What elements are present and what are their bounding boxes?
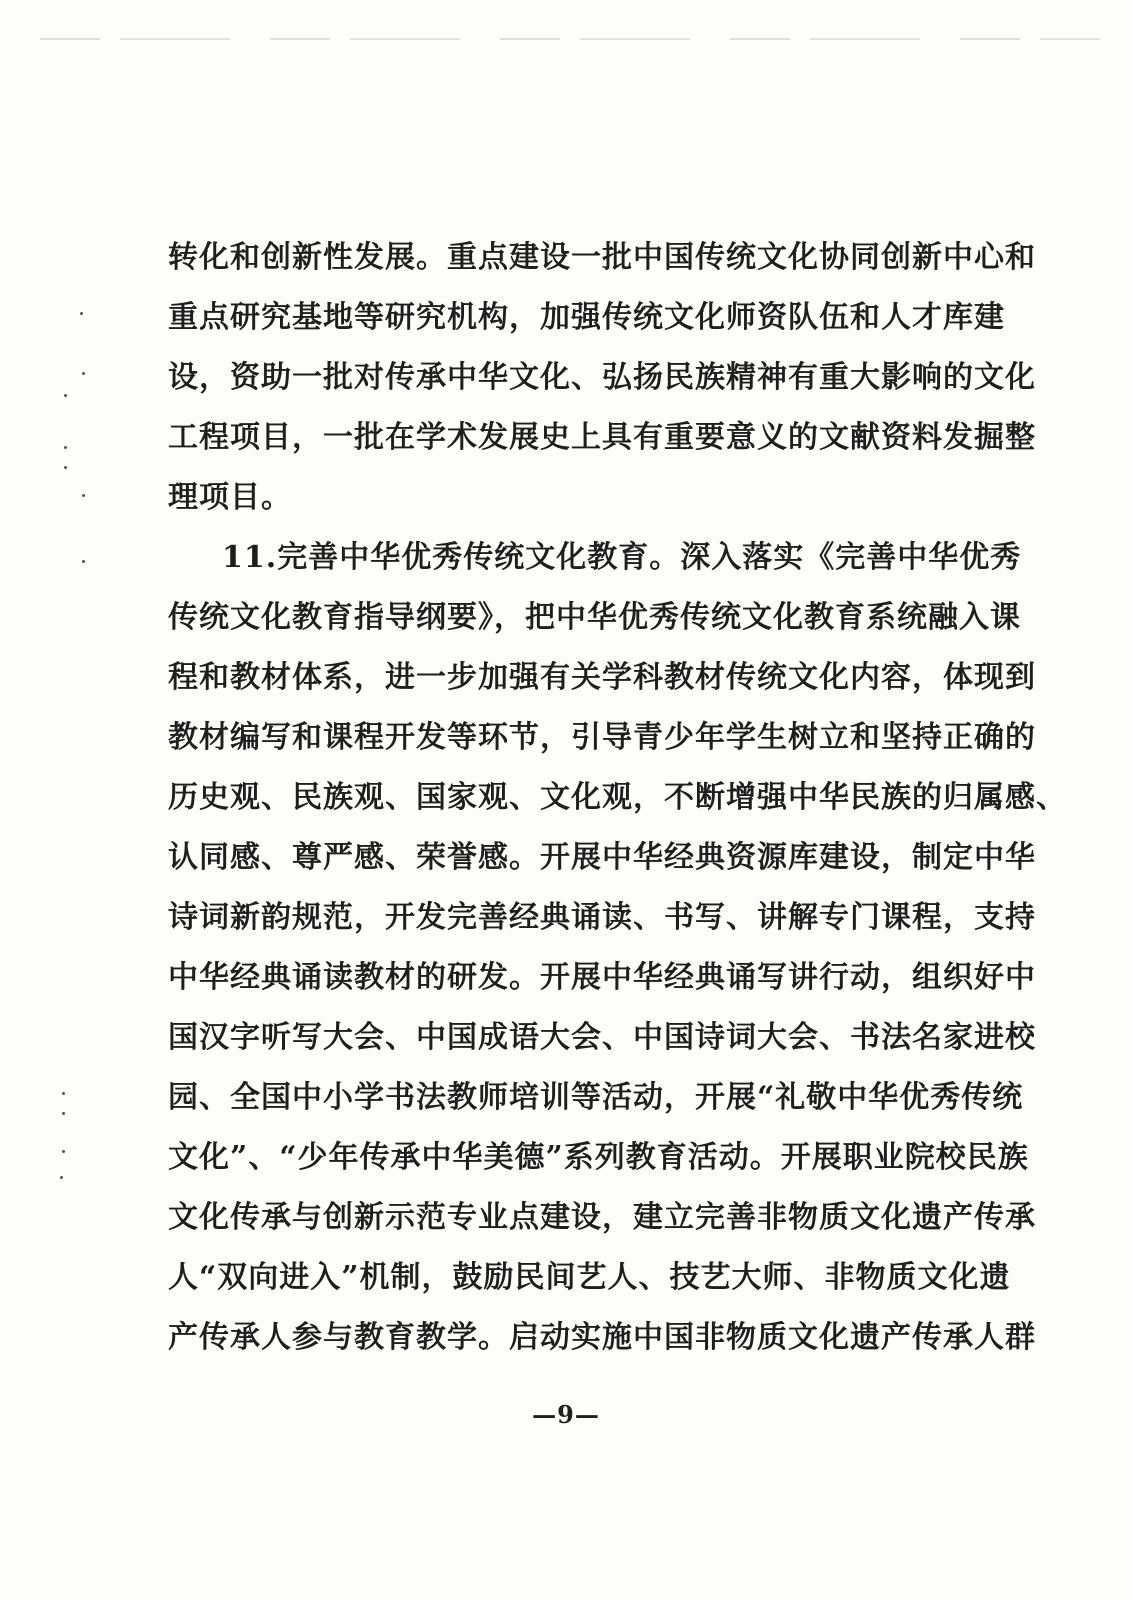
scan-speck — [82, 372, 85, 375]
text-line: 国汉字听写大会、中国成语大会、中国诗词大会、书法名家进校 — [168, 1020, 1036, 1055]
page-number: —9— — [532, 1400, 600, 1429]
text-line: 历史观、民族观、国家观、文化观，不断增强中华民族的归属感、 — [168, 780, 1067, 815]
scan-speck — [82, 560, 85, 563]
text-line: 文化”、“少年传承中华美德”系列教育活动。开展职业院校民族 — [168, 1140, 1029, 1175]
text-line: 诗词新韵规范，开发完善经典诵读、书写、讲解专门课程，支持 — [168, 900, 1036, 935]
scan-speck — [82, 494, 85, 497]
text-line: 教材编写和课程开发等环节，引导青少年学生树立和坚持正确的 — [168, 720, 1036, 755]
scan-speck — [64, 466, 67, 469]
scan-speck — [64, 394, 67, 397]
text-line: 程和教材体系，进一步加强有关学科教材传统文化内容，体现到 — [168, 660, 1036, 695]
text-line: 工程项目，一批在学术发展史上具有重要意义的文献资料发掘整 — [168, 420, 1036, 455]
text-line: 园、全国中小学书法教师培训等活动，开展“礼敬中华优秀传统 — [168, 1080, 1024, 1115]
text-line: 人“双向进入”机制，鼓励民间艺人、技艺大师、非物质文化遗 — [168, 1260, 1011, 1295]
scan-speck — [62, 1112, 65, 1115]
scan-speck — [62, 1092, 65, 1095]
text-line: 文化传承与创新示范专业点建设，建立完善非物质文化遗产传承 — [168, 1200, 1036, 1235]
text-line: 传统文化教育指导纲要》，把中华优秀传统文化教育系统融入课 — [168, 600, 1021, 635]
text-line: 理项目。 — [168, 480, 292, 515]
text-line: 产传承人参与教育教学。启动实施中国非物质文化遗产传承人群 — [168, 1320, 1036, 1355]
scan-speck — [62, 1150, 65, 1153]
text-line: 中华经典诵读教材的研发。开展中华经典诵写讲行动，组织好中 — [168, 960, 1036, 995]
scan-speck — [80, 312, 83, 315]
section-heading-line: 11.完善中华优秀传统文化教育。深入落实《完善中华优秀 — [222, 540, 1022, 575]
text-line: 转化和创新性发展。重点建设一批中国传统文化协同创新中心和 — [168, 240, 1036, 275]
scan-speck — [64, 446, 67, 449]
scan-artifact-line — [40, 38, 1100, 40]
text-line: 重点研究基地等研究机构，加强传统文化师资队伍和人才库建 — [168, 300, 1005, 335]
text-line: 设，资助一批对传承中华文化、弘扬民族精神有重大影响的文化 — [168, 360, 1036, 395]
text-line: 认同感、尊严感、荣誉感。开展中华经典资源库建设，制定中华 — [168, 840, 1036, 875]
body-text — [168, 228, 1067, 1368]
scan-speck — [60, 1176, 63, 1179]
